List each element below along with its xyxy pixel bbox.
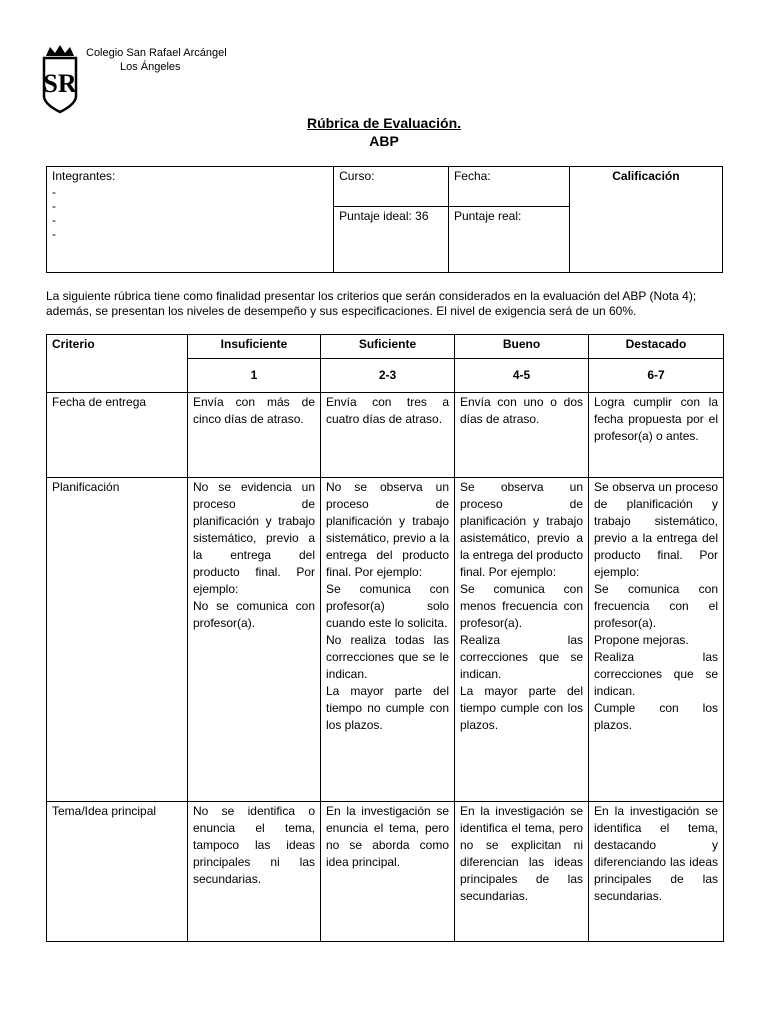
rubric-cell: Envía con uno o dos días de atraso. xyxy=(455,393,589,478)
school-name: Colegio San Rafael Arcángel xyxy=(86,47,227,59)
rubric-cell: No se observa un proceso de planificación y trabajo sistemático, previo a la entrega del producto final. Por ejemplo: Se comunica con profesor(a) solo cuando este lo solicita. No realiza todas las correcciones que se le indican. La mayor parte del tiempo no cumple con los plazos. xyxy=(321,478,455,802)
rubric-cell: Se observa un proceso de planificación y trabajo sistemático, previo a la entrega del producto final. Por ejemplo: Se comunica con frecuencia con el profesor(a). Propone mejoras. Realiza las correcciones que se indican. Cumple con los plazos. xyxy=(589,478,724,802)
integrantes-label: Integrantes: xyxy=(52,169,116,183)
level-name: Bueno xyxy=(455,335,589,359)
school-logo xyxy=(40,44,80,114)
puntaje-ideal-cell xyxy=(334,207,449,273)
rubric-cell: Envía con tres a cuatro días de atraso. xyxy=(321,393,455,478)
puntaje-real: Puntaje real: xyxy=(453,209,522,223)
intro-paragraph: La siguiente rúbrica tiene como finalidad presentar los criterios que serán considerados en la evaluación del ABP (Nota 4); además, se presentan los niveles de desempeño y sus especificaciones. El nivel de exigencia será de un 60%. xyxy=(46,289,697,318)
criterion-header: Criterio xyxy=(47,335,188,393)
integrantes-cell[interactable] xyxy=(47,167,334,273)
rubric-cell: En la investigación se identifica el tema, pero no se explicitan ni diferencian las ideas principales de las secundarias. xyxy=(455,802,589,942)
integrante-line: - xyxy=(52,227,56,241)
level-score: 2-3 xyxy=(321,359,455,393)
title-line-2: ABP xyxy=(369,133,399,149)
school-city: Los Ángeles xyxy=(120,61,181,73)
rubric-cell: En la investigación se identifica el tema, destacando y diferenciando las ideas principales de las secundarias. xyxy=(589,802,724,942)
fecha-label: Fecha: xyxy=(453,169,491,183)
puntaje-real-cell[interactable] xyxy=(448,207,569,273)
info-table xyxy=(46,166,723,273)
rubric-cell: Logra cumplir con la fecha propuesta por el profesor(a) o antes. xyxy=(589,393,724,478)
fecha-cell[interactable] xyxy=(448,167,569,207)
level-name: Insuficiente xyxy=(188,335,321,359)
level-score: 4-5 xyxy=(455,359,589,393)
criterion-name: Planificación xyxy=(47,478,188,802)
criterion-name: Tema/Idea principal xyxy=(47,802,188,942)
integrante-line: - xyxy=(52,213,56,227)
rubric-cell: Envía con más de cinco días de atraso. xyxy=(188,393,321,478)
rubric-cell: Se observa un proceso de planificación y trabajo asistemático, previo a la entrega del producto final. Por ejemplo: Se comunica con menos frecuencia con profesor(a). Realiza las correcciones que se indican. La mayor parte del tiempo cumple con los plazos. xyxy=(455,478,589,802)
rubric-row xyxy=(47,478,724,802)
level-name: Suficiente xyxy=(321,335,455,359)
curso-cell[interactable] xyxy=(334,167,449,207)
rubric-cell: No se identifica o enuncia el tema, tampoco las ideas principales ni las secundarias. xyxy=(188,802,321,942)
integrante-line: - xyxy=(52,199,56,213)
rubric-table xyxy=(46,334,724,942)
rubric-cell: En la investigación se enuncia el tema, pero no se aborda como idea principal. xyxy=(321,802,455,942)
curso-label: Curso: xyxy=(339,169,375,183)
level-name: Destacado xyxy=(589,335,724,359)
title-line-1: Rúbrica de Evaluación. xyxy=(306,115,462,131)
integrante-line: - xyxy=(52,185,56,199)
level-score: 6-7 xyxy=(589,359,724,393)
document-title xyxy=(0,114,768,150)
level-score: 1 xyxy=(188,359,321,393)
calificacion-label: Calificación xyxy=(612,169,680,183)
rubric-row xyxy=(47,802,724,942)
svg-text:SR: SR xyxy=(43,69,77,98)
rubric-cell: No se evidencia un proceso de planificación y trabajo sistemático, previo a la entrega del producto final. Por ejemplo: No se comunica con profesor(a). xyxy=(188,478,321,802)
criterion-name: Fecha de entrega xyxy=(47,393,188,478)
rubric-row xyxy=(47,393,724,478)
calificacion-cell[interactable] xyxy=(569,167,722,273)
school-header xyxy=(80,46,227,74)
puntaje-ideal: Puntaje ideal: 36 xyxy=(339,209,429,223)
